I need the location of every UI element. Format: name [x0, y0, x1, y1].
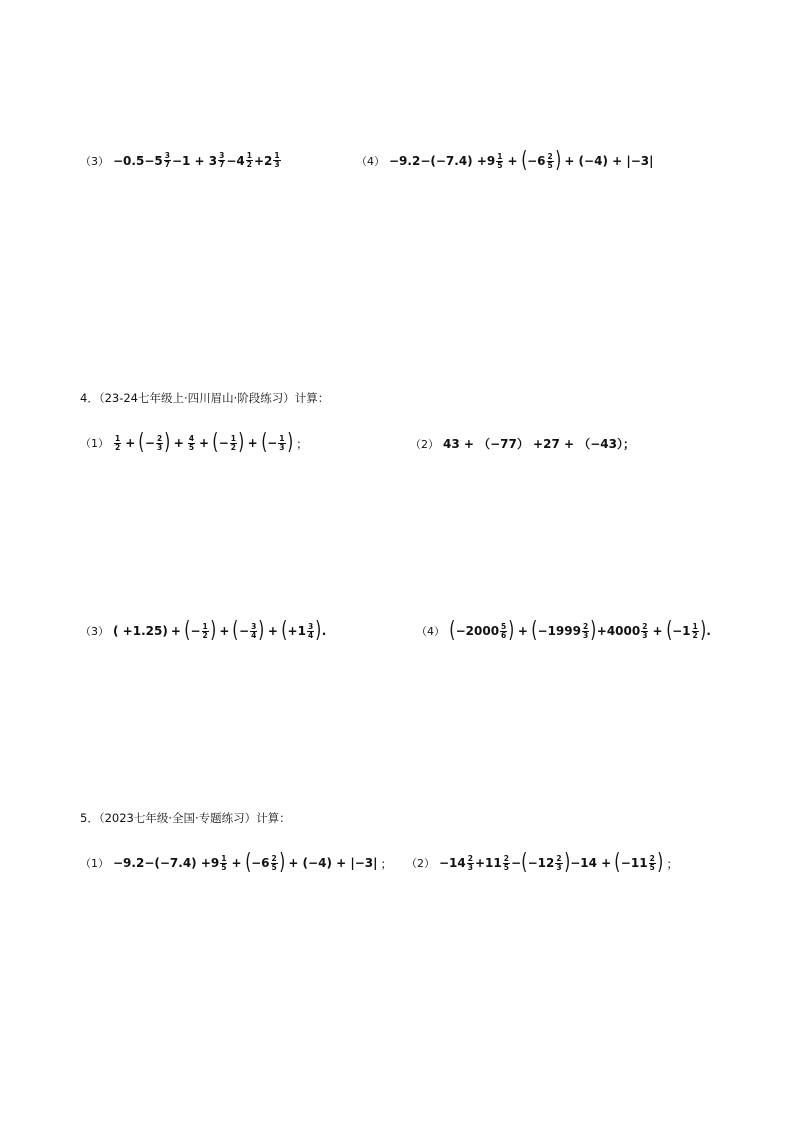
math-expression: −9.2−(−7.4) +9 $\frac{1}{5}$ + ( −6 $\frac{2}{5}$ ) + (−4) + |−3| ； — [113, 850, 393, 875]
fraction: $\frac{1}{3}$ — [274, 151, 280, 169]
fraction: $\frac{1}{2}$ — [692, 621, 698, 640]
problem-label: （1） — [80, 437, 109, 450]
problem-3-expression — [80, 152, 282, 169]
q5-problem-2 — [406, 852, 678, 874]
term: −6 — [527, 154, 546, 168]
problem-label: （1） — [80, 857, 109, 870]
q4-problem-2 — [410, 435, 635, 452]
fraction: $\frac{2}{5}$ — [271, 853, 277, 872]
fraction: $\frac{1}{3}$ — [279, 433, 285, 452]
term: + (−4) + |−3| — [564, 154, 654, 168]
fraction: $\frac{2}{5}$ — [503, 853, 509, 872]
term: −1 + 3 — [171, 153, 218, 168]
problem-4-expression — [356, 150, 654, 172]
q4-problem-4 — [416, 620, 711, 642]
fraction: $\frac{3}{7}$ — [164, 151, 170, 169]
fraction: $\frac{1}{5}$ — [497, 151, 503, 170]
fraction: $\frac{2}{3}$ — [467, 853, 473, 872]
fraction: $\frac{1}{2}$ — [115, 433, 121, 452]
q5-problem-1 — [80, 852, 393, 874]
math-expression: 43 + （−77） +27 + （−43）； — [443, 437, 635, 451]
problem-label: （3） — [80, 625, 109, 638]
fraction: $\frac{2}{5}$ — [649, 853, 655, 872]
q4-problem-3 — [80, 620, 326, 642]
problem-label: （4） — [416, 625, 445, 638]
term: −9.2−(−7.4) +9 — [389, 154, 496, 168]
math-expression: ( −2000 $\frac{5}{6}$ ) + ( −1999 $\frac{2}{3}$ ) +4000 $\frac{2}{3}$ + ( −1 $\frac{1}{2}$ ) . — [449, 618, 711, 643]
fraction: $\frac{3}{7}$ — [219, 151, 225, 169]
term: −0.5−5 — [113, 153, 163, 168]
problem-label: （4） — [356, 155, 385, 168]
fraction: $\frac{2}{5}$ — [547, 151, 553, 170]
fraction: $\frac{3}{4}$ — [251, 621, 257, 640]
question-5-heading: 5．（2023七年级·全国·专题练习）计算： — [80, 811, 291, 825]
fraction: $\frac{1}{2}$ — [202, 621, 208, 640]
fraction: $\frac{1}{2}$ — [246, 151, 252, 169]
term: +2 — [253, 153, 273, 168]
fraction: $\frac{1}{2}$ — [230, 433, 236, 452]
problem-label: （3） — [80, 154, 109, 168]
math-expression: −9.2−(−7.4) +9 $\frac{1}{5}$ + ( −6 $\frac{2}{5}$ ) + (−4) + |−3| — [389, 148, 654, 173]
math-expression — [113, 152, 282, 169]
math-expression: $\frac{1}{2}$ + ( − $\frac{2}{3}$ ) + $\frac{4}{5}$ + ( − $\frac{1}{2}$ ) + ( − $\frac{1}{3}$ ) ； — [115, 430, 309, 455]
question-4-heading: 4．（23-24七年级上·四川眉山·阶段练习）计算： — [80, 391, 330, 405]
fraction: $\frac{2}{3}$ — [582, 621, 589, 640]
problem-label: （2） — [406, 857, 435, 870]
term: −4 — [226, 153, 245, 168]
fraction: $\frac{5}{6}$ — [501, 621, 507, 640]
fraction: $\frac{2}{3}$ — [642, 621, 648, 640]
fraction: $\frac{2}{3}$ — [156, 433, 163, 452]
problem-label: （2） — [410, 437, 439, 451]
math-expression: −14 $\frac{2}{3}$ +11 $\frac{2}{5}$ − ( −12 $\frac{2}{3}$ ) −14 + ( −11 $\frac{2}{5}$ ) ； — [439, 850, 679, 875]
math-expression: ( +1.25) + ( − $\frac{1}{2}$ ) + ( − $\frac{3}{4}$ ) + ( +1 $\frac{3}{4}$ ) . — [113, 618, 327, 643]
fraction: $\frac{4}{5}$ — [188, 433, 195, 452]
fraction: $\frac{1}{5}$ — [221, 853, 227, 872]
q4-problem-1 — [80, 432, 308, 454]
fraction: $\frac{3}{4}$ — [307, 621, 314, 640]
fraction: $\frac{2}{3}$ — [556, 853, 562, 872]
